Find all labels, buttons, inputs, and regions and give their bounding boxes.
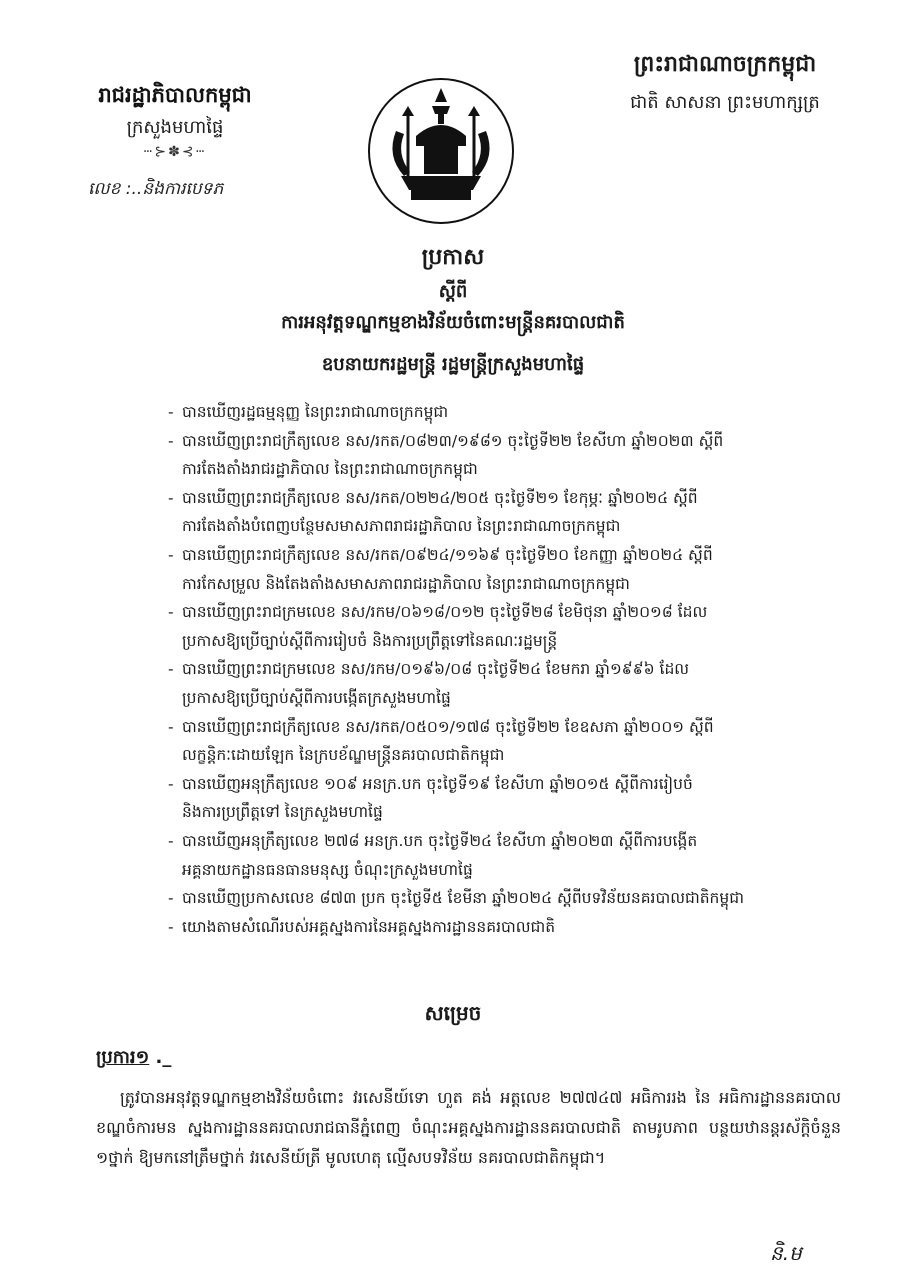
consideration-item: - បានឃើញអនុក្រឹត្យលេខ ១០៩ អនក្រ.បក ចុះថ្ងៃទី១៩ ខែសីហា ឆ្នាំ២០១៥ ស្តីពីការរៀបចំ និងការប្រព្រឹត្តទៅ នៃក្រសួងមហាផ្ទៃ xyxy=(168,770,848,827)
consideration-item: - បានឃើញព្រះរាជក្រឹត្យលេខ នស/រកត/០៥០១/១៧៨ ចុះថ្ងៃទី២២ ខែឧសភា ឆ្នាំ២០០១ ស្តីពី លក្ខន្តិកៈដោយឡែក នៃក្របខ័ណ្ឌមន្ត្រីនគរបាលជាតិកម្ពុជា xyxy=(168,713,848,770)
article-1-label: ប្រការ១ xyxy=(96,1047,150,1068)
consideration-item: - បានឃើញរដ្ឋធម្មនុញ្ញ នៃព្រះរាជាណាចក្រកម្ពុជា xyxy=(168,398,848,427)
consideration-item: - បានឃើញព្រះរាជក្រមលេខ នស/រកម/០១៩៦/០៨ ចុះថ្ងៃទី២៤ ខែមករា ឆ្នាំ១៩៩៦ ដែល ប្រកាសឱ្យប្រើច្បាប់ស្តីពីការបង្កើតក្រសួងមហាផ្ទៃ xyxy=(168,655,848,712)
consideration-item: - បានឃើញប្រកាសលេខ ៨៧៣ ប្រក ចុះថ្ងៃទី៥ ខែមីនា ឆ្នាំ២០២៤ ស្តីពីបទវិន័យនគរបាលជាតិកម្ពុជា xyxy=(168,884,848,913)
right-header xyxy=(590,50,860,117)
document-title xyxy=(0,243,906,337)
article-1-heading xyxy=(96,1045,171,1072)
decision-heading: សម្រេច xyxy=(424,1001,482,1025)
reference-number: លេខ :..និងការបេទភ xyxy=(88,179,224,199)
consideration-item: - យោងតាមសំណើរបស់អគ្គស្នងការនៃអគ្គស្នងការដ្ឋាននគរបាលជាតិ xyxy=(168,913,848,942)
title-subject: ការអនុវត្តទណ្ឌកម្មខាងវិន័យចំពោះមន្ត្រីនគរបាលជាតិ xyxy=(281,312,625,333)
national-motto: ជាតិ សាសនា ព្រះមហាក្សត្រ xyxy=(630,92,820,113)
ministry-name: ក្រសួងមហាផ្ទៃ xyxy=(126,117,224,138)
title-about: ស្តីពី xyxy=(438,281,468,302)
consideration-item: - បានឃើញអនុក្រឹត្យលេខ ២៧៨ អនក្រ.បក ចុះថ្ងៃទី២៤ ខែសីហា ឆ្នាំ២០២៣ ស្តីពីការបង្កើត អគ្គនាយកដ្ឋានធនធានមនុស្ស ចំណុះក្រសួងមហាផ្ទៃ xyxy=(168,827,848,884)
article-1-text: ត្រូវបានអនុវត្តទណ្ឌកម្មខាងវិន័យចំពោះ វរសេនីយ៍ទោ ហួត គង់ អត្តលេខ ២៧៧៤៧ អធិការរង នៃ អធិការដ្ឋាននគរបាលខណ្ឌចំការមន ស្នងការដ្ឋាននគរបាលរាជធានីភ្នំពេញ ចំណុះអគ្គស្នងការដ្ឋាននគរបាលជាតិ តាមរូបភាព បន្ថយឋានន្តរស័ក្តិចំនួន ១ថ្នាក់ ឱ្យមកនៅត្រឹមថ្នាក់ វរសេនីយ៍ត្រី មូលហេតុ ល្មើសបទវិន័យ នគរបាលជាតិកម្ពុជា។ xyxy=(96,1088,841,1167)
document-type: ប្រកាស xyxy=(421,245,485,270)
consideration-item: - បានឃើញព្រះរាជក្រឹត្យលេខ នស/រកត/០៩២៤/១១៦៩ ចុះថ្ងៃទី២០ ខែកញ្ញា ឆ្នាំ២០២៤ ស្តីពី ការកែសម្រួល និងតែងតាំងសមាសភាពរាជរដ្ឋាភិបាល នៃព្រះរាជាណាចក្រកម្ពុជា xyxy=(168,541,848,598)
issuing-authority: ឧបនាយករដ្ឋមន្ត្រី រដ្ឋមន្ត្រីក្រសួងមហាផ្ទៃ xyxy=(321,354,585,375)
handwritten-initials: និ.ម xyxy=(770,1241,802,1265)
consideration-item: - បានឃើញព្រះរាជក្រមលេខ នស/រកម/០៦១៨/០១២ ចុះថ្ងៃទី២៨ ខែមិថុនា ឆ្នាំ២០១៨ ដែល ប្រកាសឱ្យប្រើច្បាប់ស្តីពីការរៀបចំ និងការប្រព្រឹត្តទៅនៃគណៈរដ្ឋមន្ត្រី xyxy=(168,598,848,655)
consideration-item: - បានឃើញព្រះរាជក្រឹត្យលេខ នស/រកត/០២២៤/២០៥ ចុះថ្ងៃទី២១ ខែកុម្ភៈ ឆ្នាំ២០២៤ ស្តីពី ការតែងតាំងបំពេញបន្ថែមសមាសភាពរាជរដ្ឋាភិបាល នៃព្រះរាជាណាចក្រកម្ពុជា xyxy=(168,484,848,541)
article-1-suffix: ._ xyxy=(149,1047,172,1068)
royal-emblem-icon xyxy=(366,76,516,226)
left-header xyxy=(60,82,290,160)
kingdom-name: ព្រះរាជាណាចក្រកម្ពុជា xyxy=(633,52,817,77)
consideration-item: - បានឃើញព្រះរាជក្រឹត្យលេខ នស/រកត/០៨២៣/១៩៨១ ចុះថ្ងៃទី២២ ខែសីហា ឆ្នាំ២០២៣ ស្តីពី ការតែងតាំងរាជរដ្ឋាភិបាល នៃព្រះរាជាណាចក្រកម្ពុជា xyxy=(168,427,848,484)
considerations-list xyxy=(168,398,848,941)
ornament: ⵈ⊱✽⊰ⵈ xyxy=(143,144,207,160)
government-name: រាជរដ្ឋាភិបាលកម្ពុជា xyxy=(98,83,252,107)
